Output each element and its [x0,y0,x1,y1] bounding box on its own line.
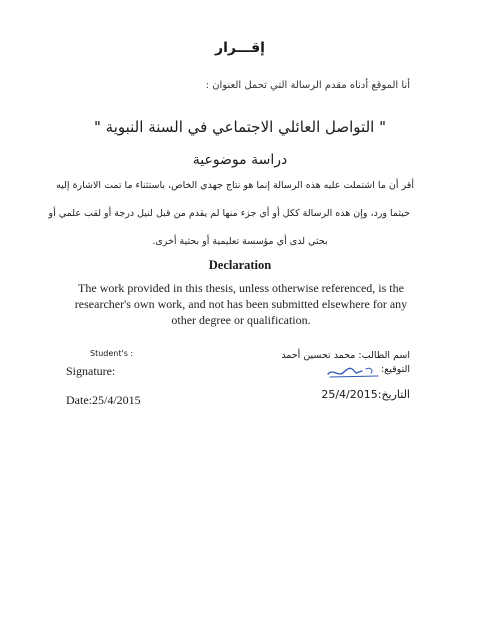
declaration-ar-line-3: بحثي لدى أي مؤسسة تعليمية أو بحثية أخرى. [152,236,328,247]
student-label: Student's : [90,349,134,358]
declaration-ar-line-1: أقر أن ما اشتملت عليه هذه الرسالة إنما هو نتاج جهدي الخاص، باستثناء ما تمت الاشارة إليه [56,180,414,191]
signature-underline [330,376,378,377]
signature-flourish [366,368,372,373]
signature-label-ar: التوقيع: [381,364,410,375]
declaration-ar-line-2: حيثما ورد، وإن هذه الرسالة ككل أو أي جزء منها لم يقدم من قبل لنيل درجة أو لقب علمي أو [48,208,410,219]
student-name-ar: اسم الطالب: محمد تحسين أحمد [281,350,410,361]
declaration-body-en: The work provided in this thesis, unless otherwise referenced, is the researcher's own work, and not has been submitted elsewhere for any other degree or qualification. [74,281,408,327]
intro-line: أنا الموقع أدناه مقدم الرسالة التي تحمل العنوان : [205,80,410,91]
date-ar: التاريخ:25/4/2015 [321,388,410,401]
thesis-title: " التواصل العائلي الاجتماعي في السنة النبوية " [94,118,386,136]
declaration-title-ar: إقـــرار [215,40,265,56]
signature-label: Signature: [66,364,116,378]
declaration-heading-en: Declaration [208,258,272,272]
study-type: دراسة موضوعية [192,152,288,168]
date-en: Date:25/4/2015 [66,393,141,407]
handwritten-signature [326,364,380,380]
signature-stroke [328,368,362,374]
